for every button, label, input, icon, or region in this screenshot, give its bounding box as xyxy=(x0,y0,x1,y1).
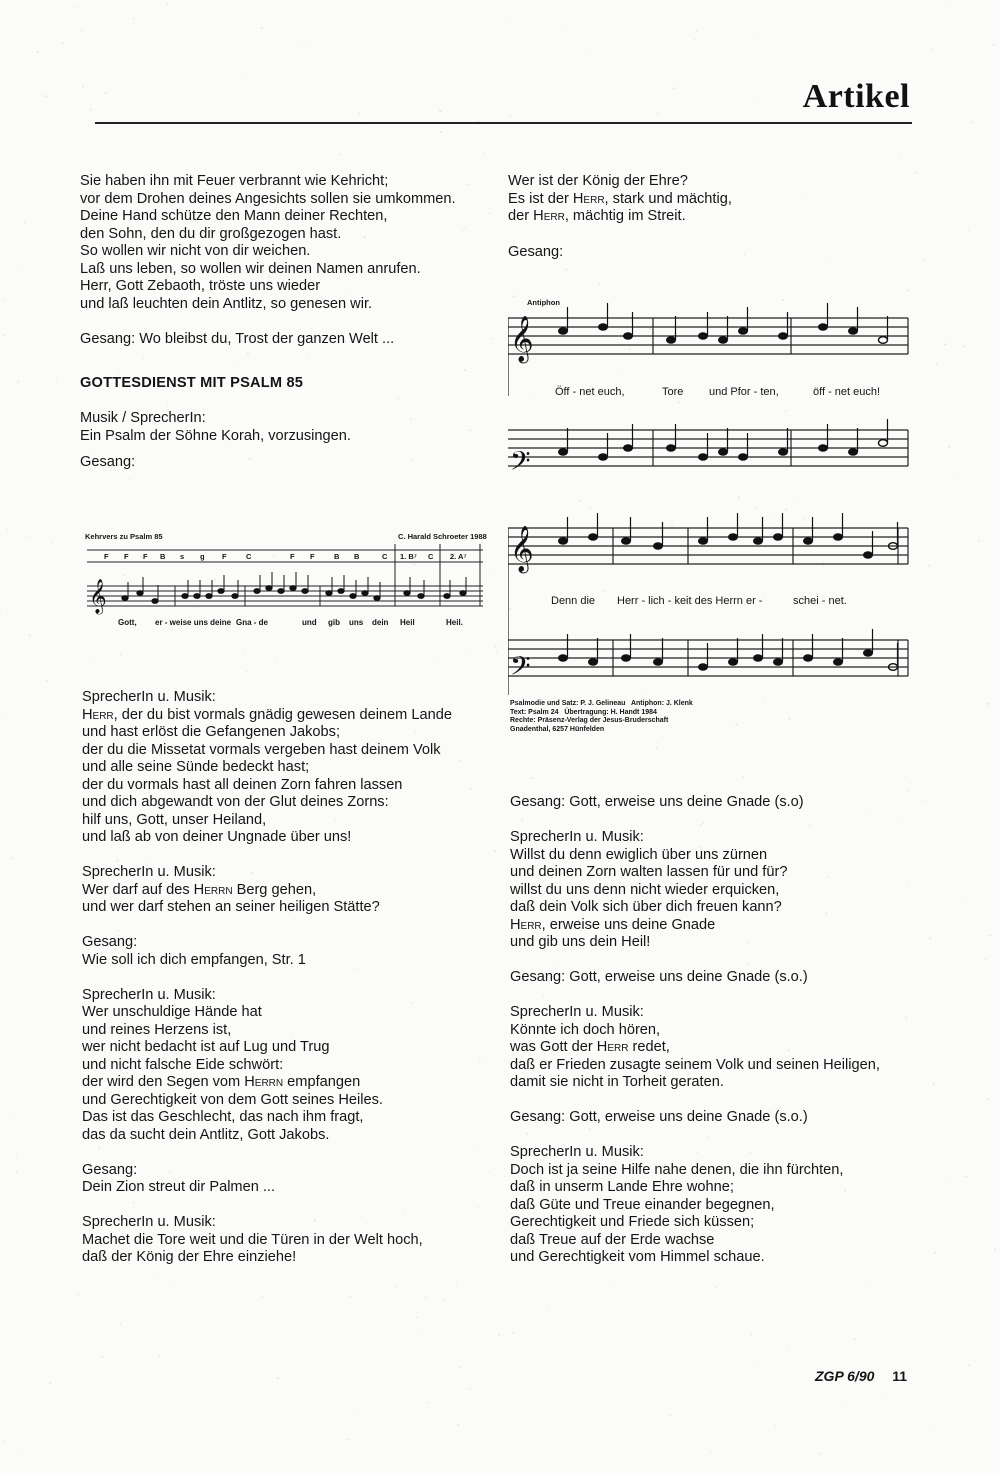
text-line: Wie soll ich dich empfangen, Str. 1 xyxy=(82,951,306,968)
note-head xyxy=(206,594,212,599)
speaker-label: SprecherIn u. Musik: xyxy=(510,1144,644,1160)
speaker-label: SprecherIn u. Musik: xyxy=(82,864,216,880)
chord-symbol: 2. A⁷ xyxy=(450,552,467,561)
note-head xyxy=(819,445,828,452)
note-head xyxy=(754,655,763,662)
chord-symbol: F xyxy=(310,552,315,561)
antiphon-score xyxy=(508,300,913,695)
note-head xyxy=(729,659,738,666)
psalm-verses-top xyxy=(80,173,480,313)
svg-text:𝄞: 𝄞 xyxy=(510,526,534,572)
note-head xyxy=(444,594,450,599)
chord-symbol: B xyxy=(334,552,340,561)
lyric-syllable: Heil xyxy=(400,618,415,627)
speaker-label: Gesang: Gott, erweise uns deine Gnade (s.o) xyxy=(510,794,804,810)
left-column xyxy=(80,173,480,472)
text-line: daß Treue auf der Erde wachse xyxy=(510,1231,715,1248)
note-head xyxy=(559,655,568,662)
text-line: das da sucht dein Antlitz, Gott Jakobs. xyxy=(82,1126,330,1143)
note-head xyxy=(290,586,296,591)
text-line: Das ist das Geschlecht, das nach ihm fragt, xyxy=(82,1109,364,1125)
chord-symbol: g xyxy=(200,552,205,561)
dialogue-block xyxy=(82,987,482,1145)
note-head xyxy=(719,337,728,344)
svg-text:𝄢: 𝄢 xyxy=(510,650,531,688)
note-head xyxy=(418,594,424,599)
note-head xyxy=(699,333,708,340)
dialogue-block xyxy=(82,934,482,969)
magazine-issue: ZGP 6/90 xyxy=(815,1368,875,1384)
chord-symbol: C xyxy=(246,552,252,561)
text-line: Machet die Tore weit und die Türen in der Welt hoch, xyxy=(82,1231,423,1248)
dialogue-block xyxy=(510,1004,920,1092)
verse-line: So wollen wir nicht von dir weichen. xyxy=(80,243,311,259)
note-head xyxy=(779,449,788,456)
note-head xyxy=(729,534,738,541)
speaker-label: SprecherIn u. Musik: xyxy=(82,689,216,705)
lyric-syllable: uns xyxy=(349,618,364,627)
note-head xyxy=(350,594,356,599)
dialogue-block xyxy=(82,1214,482,1267)
note-head xyxy=(362,591,368,596)
text-line: und gib uns dein Heil! xyxy=(510,934,651,950)
dialogue-block xyxy=(510,794,920,812)
note-head xyxy=(218,589,224,594)
note-head xyxy=(182,594,188,599)
right-dialogue xyxy=(510,794,920,1267)
speaker-label: Gesang: Gott, erweise uns deine Gnade (s.o.) xyxy=(510,1109,808,1125)
text-line: der du die Missetat vormals vergeben hast deinem Volk xyxy=(82,741,441,758)
text-line: wer nicht bedacht ist auf Lug und Trug xyxy=(82,1039,330,1055)
note-head xyxy=(667,337,676,344)
note-head xyxy=(804,538,813,545)
note-head xyxy=(374,596,380,601)
text-line: und Gerechtigkeit vom Himmel schaue. xyxy=(510,1249,765,1265)
dialogue-block xyxy=(510,829,920,952)
credit-line: Psalmodie und Satz: P. J. Gelineau Antiphon: J. Klenk xyxy=(510,700,693,707)
text-line: Gerechtigkeit und Friede sich küssen; xyxy=(510,1214,755,1230)
verse-line: und laß leuchten dein Antlitz, so genesen wir. xyxy=(80,295,373,312)
psalm85-role: Musik / SprecherIn: xyxy=(80,410,206,426)
lyric-syllable: Gna - de xyxy=(236,618,269,627)
verse-line: Deine Hand schütze den Mann deiner Rechten, xyxy=(80,208,388,224)
verse-line: Sie haben ihn mit Feuer verbrannt wie Kehricht; xyxy=(80,173,389,189)
svg-text:𝄢: 𝄢 xyxy=(510,445,531,483)
credit-line: Gnadenthal, 6257 Hünfelden xyxy=(510,725,605,733)
note-head xyxy=(879,337,888,344)
text-line: und nicht falsche Eide schwört: xyxy=(82,1056,284,1073)
speaker-label: SprecherIn u. Musik: xyxy=(82,1214,216,1230)
text-line: was Gott der Herr redet, xyxy=(510,1039,670,1055)
speaker-label: SprecherIn u. Musik: xyxy=(82,986,216,1003)
note-head xyxy=(232,594,238,599)
note-head xyxy=(589,659,598,666)
chord-symbol: 1. B⁷ xyxy=(400,552,417,561)
dialogue-block xyxy=(82,1162,482,1197)
text-line: daß in unserm Lande Ehre wohne; xyxy=(510,1179,734,1195)
page-number: 11 xyxy=(892,1368,908,1384)
text-line: und dich abgewandt von der Glut deines Zorns: xyxy=(82,794,389,810)
text-line: und reines Herzens ist, xyxy=(82,1021,232,1038)
chord-symbol: s xyxy=(180,552,185,561)
note-head xyxy=(137,591,143,596)
note-head xyxy=(774,534,783,541)
note-head xyxy=(152,599,158,604)
text-line: und deinen Zorn walten lassen für und für? xyxy=(510,864,788,880)
verse-line: der Herr, mächtig im Streit. xyxy=(508,208,686,224)
dialogue-block xyxy=(510,969,920,987)
chord-symbol: F xyxy=(222,552,227,561)
verse-line: den Sohn, den du dir großgezogen hast. xyxy=(80,225,342,242)
speaker-label: Gesang: xyxy=(82,934,138,950)
chord-symbol: F xyxy=(143,552,148,561)
psalm85-heading: GOTTESDIENST MIT PSALM 85 xyxy=(80,374,304,391)
note-head xyxy=(864,552,873,559)
score-source: Kehrvers zu Psalm 85 xyxy=(85,532,163,541)
text-line: Könnte ich doch hören, xyxy=(510,1021,661,1038)
note-head xyxy=(754,538,763,545)
credit-line: Rechte: Präsenz-Verlag der Jesus-Bruderschaft xyxy=(510,717,669,724)
chord-symbol: B xyxy=(160,552,166,561)
note-head xyxy=(589,534,598,541)
note-head xyxy=(624,333,633,340)
speaker-label: SprecherIn u. Musik: xyxy=(510,1004,644,1020)
note-head xyxy=(599,454,608,461)
chord-symbol: C xyxy=(428,552,434,561)
text-line: hilf uns, Gott, unser Heiland, xyxy=(82,811,267,828)
lyric-syllable: Tore xyxy=(662,386,684,398)
note-head xyxy=(864,650,873,657)
svg-text:𝄞: 𝄞 xyxy=(510,316,534,362)
verse-line: vor dem Drohen deines Angesichts sollen sie umkommen. xyxy=(80,190,456,207)
page-footer xyxy=(815,1368,907,1384)
lyric-syllable: Denn die xyxy=(551,595,596,607)
text-line: Willst du denn ewiglich über uns zürnen xyxy=(510,846,768,863)
note-head xyxy=(879,440,888,447)
verse-line: Es ist der Herr, stark und mächtig, xyxy=(508,190,732,207)
note-head xyxy=(699,454,708,461)
dialogue-block xyxy=(82,864,482,917)
note-head xyxy=(338,589,344,594)
gesang-line: Gesang: Wo bleibst du, Trost der ganzen Welt ... xyxy=(80,330,395,347)
note-head xyxy=(278,589,284,594)
text-line: Doch ist ja seine Hilfe nahe denen, die ihn fürchten, xyxy=(510,1161,844,1178)
text-line: Herr, erweise uns deine Gnade xyxy=(510,916,716,933)
header-rule xyxy=(95,122,912,124)
note-head xyxy=(834,659,843,666)
note-head xyxy=(719,449,728,456)
lyric-syllable: und Pfor - ten, xyxy=(709,386,779,398)
text-line: damit sie nicht in Torheit geraten. xyxy=(510,1074,724,1090)
lyric-syllable: gib xyxy=(328,618,340,627)
svg-text:𝄞: 𝄞 xyxy=(89,579,107,614)
antiphon-label: Antiphon xyxy=(527,298,560,307)
text-line: und laß ab von deiner Ungnade über uns! xyxy=(82,829,352,845)
note-head xyxy=(404,591,410,596)
text-line: willst du uns denn nicht wieder erquicken, xyxy=(510,881,780,898)
text-line: und wer darf stehen an seiner heiligen Stätte? xyxy=(82,899,380,915)
text-line: Wer unschuldige Hände hat xyxy=(82,1004,262,1020)
score-copyright: C. Harald Schroeter 1988 xyxy=(398,532,487,541)
note-head xyxy=(460,591,466,596)
note-head xyxy=(559,538,568,545)
text-line: Wer darf auf des Herrn Berg gehen, xyxy=(82,881,317,898)
lyric-syllable: und xyxy=(302,618,317,627)
lyric-syllable: schei - net. xyxy=(793,595,847,607)
lyric-syllable: Gott, xyxy=(118,618,137,627)
text-line: der du vormals hast all deinen Zorn fahren lassen xyxy=(82,776,403,793)
text-line: Dein Zion streut dir Palmen ... xyxy=(82,1179,276,1195)
verse-line: Laß uns leben, so wollen wir deinen Namen anrufen. xyxy=(80,260,421,277)
note-head xyxy=(699,538,708,545)
note-head xyxy=(819,324,828,331)
text-line: und Gerechtigkeit von dem Gott seines Heiles. xyxy=(82,1091,383,1108)
chord-symbol: F xyxy=(124,552,129,561)
note-head xyxy=(774,659,783,666)
note-head xyxy=(804,655,813,662)
note-head xyxy=(254,589,260,594)
credit-line: Text: Psalm 24 Übertragung: H. Handt 1984 xyxy=(510,708,657,716)
note-head xyxy=(654,659,663,666)
note-head xyxy=(194,594,200,599)
text-line: Herr, der du bist vormals gnädig gewesen deinem Lande xyxy=(82,706,452,723)
verse-line: Wer ist der König der Ehre? xyxy=(508,173,688,189)
chord-symbol: B xyxy=(354,552,360,561)
note-head xyxy=(559,449,568,456)
text-line: daß er Frieden zusagte seinem Volk und seinen Heiligen, xyxy=(510,1056,880,1073)
psalm85-gesang: Gesang: xyxy=(80,454,136,470)
note-head xyxy=(122,596,128,601)
note-head xyxy=(699,664,708,671)
lyric-syllable: öff - net euch! xyxy=(813,386,881,398)
note-head xyxy=(834,534,843,541)
text-line: daß Güte und Treue einander begegnen, xyxy=(510,1196,775,1213)
right-gesang-label: Gesang: xyxy=(508,243,564,260)
dialogue-block xyxy=(82,689,482,847)
text-line: und alle seine Sünde bedeckt hast; xyxy=(82,759,310,775)
note-head xyxy=(622,655,631,662)
dialogue-block xyxy=(510,1144,920,1267)
note-head xyxy=(779,333,788,340)
text-line: daß dein Volk sich über dich freuen kann? xyxy=(510,899,782,915)
note-head xyxy=(739,454,748,461)
lyric-syllable: er - weise uns deine xyxy=(155,618,232,627)
left-dialogue xyxy=(82,689,482,1267)
speaker-label: Gesang: xyxy=(82,1161,138,1178)
note-head xyxy=(849,449,858,456)
verse-line: Herr, Gott Zebaoth, tröste uns wieder xyxy=(80,278,321,294)
section-title: Artikel xyxy=(802,78,910,115)
note-head xyxy=(302,589,308,594)
note-head xyxy=(559,328,568,335)
text-line: und hast erlöst die Gefangenen Jakobs; xyxy=(82,724,340,740)
chord-symbol: C xyxy=(382,552,388,561)
speaker-label: SprecherIn u. Musik: xyxy=(510,829,644,845)
note-head xyxy=(622,538,631,545)
text-line: der wird den Segen vom Herrn empfangen xyxy=(82,1074,361,1090)
note-head xyxy=(667,445,676,452)
psalm85-intro: Ein Psalm der Söhne Korah, vorzusingen. xyxy=(80,427,351,444)
text-line: daß der König der Ehre einziehe! xyxy=(82,1249,297,1265)
right-column-top xyxy=(508,173,918,261)
lyric-syllable: Öff - net euch, xyxy=(555,386,625,398)
note-head xyxy=(739,328,748,335)
lyric-syllable: dein xyxy=(372,618,389,627)
speaker-label: Gesang: Gott, erweise uns deine Gnade (s.o.) xyxy=(510,969,808,985)
note-head xyxy=(624,445,633,452)
note-head xyxy=(599,324,608,331)
note-head xyxy=(849,328,858,335)
chord-symbol: F xyxy=(290,552,295,561)
note-head xyxy=(266,586,272,591)
note-head xyxy=(654,543,663,550)
chord-symbol: F xyxy=(104,552,109,561)
music-credits xyxy=(510,700,693,734)
lyric-syllable: Heil. xyxy=(446,618,463,627)
note-head xyxy=(326,591,332,596)
lyric-syllable: Herr - lich - keit des Herrn er - xyxy=(617,595,763,607)
dialogue-block xyxy=(510,1109,920,1127)
